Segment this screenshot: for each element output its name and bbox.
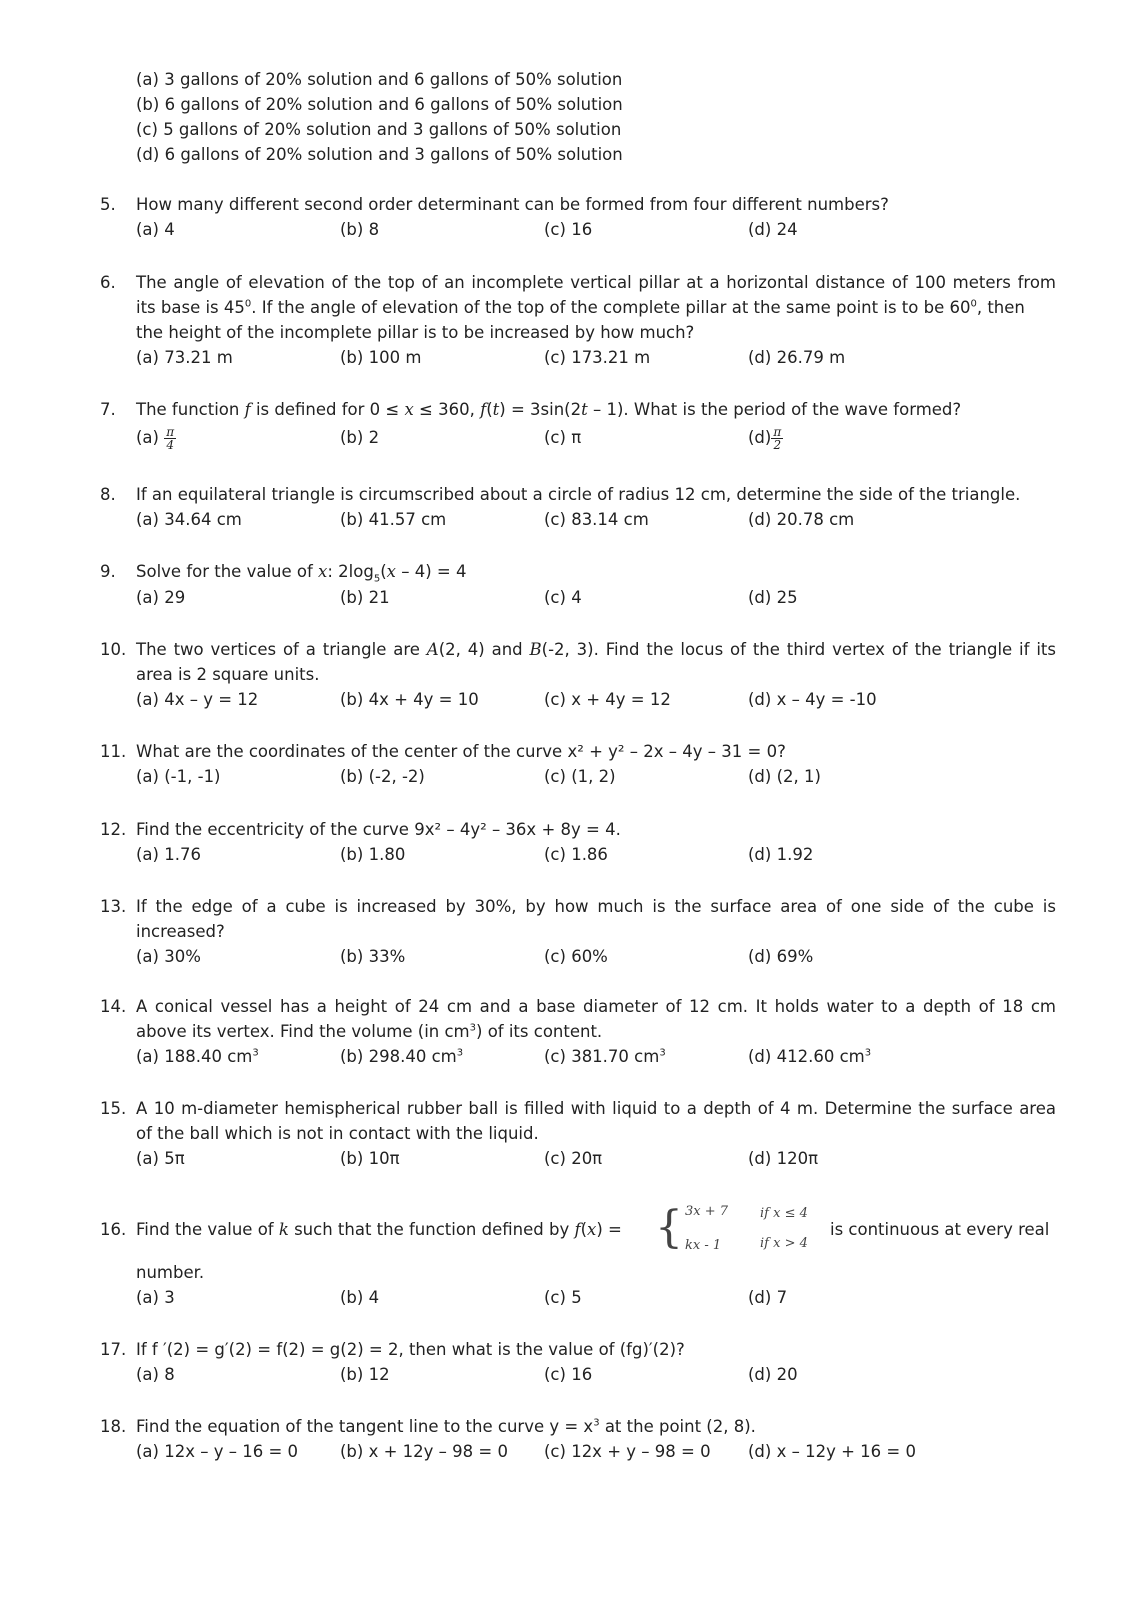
option-a: (a) 30% (136, 947, 201, 966)
q15-options (0, 1147, 1131, 1171)
q18-options (0, 1440, 1131, 1464)
q10-line-2: area is 2 square units. (136, 665, 320, 684)
option-c: (c) 60% (544, 947, 608, 966)
question-13 (0, 895, 1131, 919)
option-b: (b) x + 12y – 98 = 0 (340, 1442, 508, 1461)
option-d: (d) x – 12y + 16 = 0 (748, 1442, 916, 1461)
piece-2-expression: kx - 1 (685, 1238, 722, 1253)
option-c: (c) x + 4y = 12 (544, 690, 671, 709)
question-stem-line-1: A conical vessel has a height of 24 cm and a base diameter of 12 cm. It holds water to a depth of 18 cm (136, 997, 1056, 1016)
q11-options (0, 765, 1131, 789)
piece-1-condition: if x ≤ 4 (760, 1206, 808, 1221)
option-a: (a) 3 (136, 1288, 175, 1307)
option-c: (c) 173.21 m (544, 348, 651, 367)
option-d: (d) 24 (748, 220, 798, 239)
q6-line-2: its base is $45^0$. If the angle of elevation of the top of the complete pillar at the same point is to be $60^0$, then (136, 298, 1025, 317)
option-a: (a) (-1, -1) (136, 767, 221, 786)
q4-option-b: (b) 6 gallons of 20% solution and 6 gallons of 50% solution (136, 95, 623, 114)
option-b: (b) 1.80 (340, 845, 406, 864)
option-b: (b) 41.57 cm (340, 510, 447, 529)
q8-options (0, 508, 1131, 532)
question-stem: Find the eccentricity of the curve 9x² – 4y² – 36x + 8y = 4. (136, 820, 621, 839)
question-12 (0, 818, 1131, 842)
option-d: (d) (2, 1) (748, 767, 821, 786)
question-stem: What are the coordinates of the center of the curve x² + y² – 2x – 4y – 31 = 0? (136, 742, 786, 761)
question-15 (0, 1097, 1131, 1121)
option-d: (d) 120π (748, 1149, 819, 1168)
option-c: (c) 4 (544, 588, 582, 607)
option-a: (a) 1.76 (136, 845, 201, 864)
question-stem: How many different second order determinant can be formed from four different numbers? (136, 195, 889, 214)
question-number: 12. (100, 820, 127, 839)
question-stem: If f ′(2) = g′(2) = f(2) = g(2) = 2, then what is the value of (fg)′(2)? (136, 1340, 685, 1359)
option-b: (b) 21 (340, 588, 390, 607)
option-c: (c) 83.14 cm (544, 510, 649, 529)
q4-option-c: (c) 5 gallons of 20% solution and 3 gallons of 50% solution (136, 120, 622, 139)
option-d: (d) x – 4y = -10 (748, 690, 877, 709)
option-c: (c) 381.70 $cm^3$ (544, 1047, 666, 1066)
piece-1-expression: 3x + 7 (685, 1204, 729, 1219)
option-c: (c) 1.86 (544, 845, 608, 864)
option-a: (a) 5π (136, 1149, 185, 1168)
question-5 (0, 193, 1131, 217)
question-9 (0, 560, 1131, 584)
question-8 (0, 483, 1131, 507)
option-d: (d) 69% (748, 947, 814, 966)
question-6 (0, 271, 1131, 295)
q13-line-2: increased? (136, 922, 225, 941)
option-b: (b) 4x + 4y = 10 (340, 690, 479, 709)
option-c: (c) π (544, 428, 582, 447)
question-stem-line-1: A 10 m-diameter hemispherical rubber ball is filled with liquid to a depth of 4 m. Determine the surface area (136, 1099, 1056, 1118)
question-7 (0, 398, 1131, 422)
question-18 (0, 1415, 1131, 1439)
option-c: (c) 16 (544, 1365, 593, 1384)
question-number: 18. (100, 1417, 127, 1436)
piecewise-brace: { (655, 1202, 683, 1253)
q9-options (0, 586, 1131, 610)
question-number: 10. (100, 640, 127, 659)
question-number: 13. (100, 897, 127, 916)
q16-options (0, 1286, 1131, 1310)
q13-options (0, 945, 1131, 969)
option-d: (d) 412.60 $cm^3$ (748, 1047, 872, 1066)
question-17 (0, 1338, 1131, 1362)
q12-options (0, 843, 1131, 867)
option-d: (d) 7 (748, 1288, 788, 1307)
q14-options (0, 1045, 1131, 1069)
option-a: (a) 12x – y – 16 = 0 (136, 1442, 299, 1461)
question-number: 16. (100, 1220, 127, 1239)
option-b: (b) 4 (340, 1288, 380, 1307)
question-stem-line-1: The two vertices of a triangle are A(2, 4) and B(-2, 3). Find the locus of the third vertex of the triangle if its (136, 640, 1056, 659)
option-d: (d) 25 (748, 588, 798, 607)
option-a: (a) 188.40 $cm^3$ (136, 1047, 259, 1066)
question-10 (0, 638, 1131, 662)
option-a: (a) 4 (136, 220, 175, 239)
q6-line-3: the height of the incomplete pillar is to be increased by how much? (136, 323, 695, 342)
option-a: (a) 34.64 cm (136, 510, 242, 529)
question-number: 11. (100, 742, 127, 761)
q10-options (0, 688, 1131, 712)
q4-option-d: (d) 6 gallons of 20% solution and 3 gallons of 50% solution (136, 145, 623, 164)
option-c: (c) (1, 2) (544, 767, 616, 786)
q5-options (0, 218, 1131, 242)
question-number: 7. (100, 400, 116, 419)
question-number: 5. (100, 195, 116, 214)
question-number: 9. (100, 562, 116, 581)
option-c: (c) 20π (544, 1149, 603, 1168)
q6-options (0, 346, 1131, 370)
question-14 (0, 995, 1131, 1019)
option-d: (d) $\frac{\pi}{2}$ (748, 425, 782, 452)
question-stem-line-1: If the edge of a cube is increased by 30%, by how much is the surface area of one side of the cube is (136, 897, 1056, 916)
question-number: 14. (100, 997, 127, 1016)
question-stem: Find the value of k such that the function defined by f(x) = (136, 1220, 622, 1239)
question-16 (0, 1218, 1131, 1242)
option-a: (a) 4x – y = 12 (136, 690, 259, 709)
question-stem: Solve for the value of x: $2\log_5(x - 4) = 4$ (136, 562, 467, 585)
question-number: 6. (100, 273, 116, 292)
question-11 (0, 740, 1131, 764)
question-stem-tail: is continuous at every real (830, 1220, 1050, 1239)
option-d: (d) 20.78 cm (748, 510, 855, 529)
option-a: (a) 29 (136, 588, 186, 607)
option-b: (b) 100 m (340, 348, 422, 367)
option-a: (a) $\frac{\pi}{4}$ (136, 425, 175, 452)
option-b: (b) 10π (340, 1149, 400, 1168)
q17-options (0, 1363, 1131, 1387)
option-d: (d) 1.92 (748, 845, 814, 864)
option-d: (d) 20 (748, 1365, 798, 1384)
question-stem: Find the equation of the tangent line to the curve $y = x^3$ at the point (2, 8). (136, 1417, 756, 1436)
option-b: (b) (-2, -2) (340, 767, 425, 786)
q15-line-2: of the ball which is not in contact with the liquid. (136, 1124, 539, 1143)
q16-line-2: number. (136, 1263, 205, 1282)
option-c: (c) 16 (544, 220, 593, 239)
question-stem: The function f is defined for 0 ≤ x ≤ 360, f(t) = 3sin(2t – 1). What is the period of the wave formed? (136, 400, 962, 419)
question-stem-line-1: The angle of elevation of the top of an incomplete vertical pillar at a horizontal distance of 100 meters from (136, 273, 1056, 292)
question-number: 15. (100, 1099, 127, 1118)
q14-line-2: above its vertex. Find the volume (in $cm^3$) of its content. (136, 1022, 603, 1041)
piece-2-condition: if x > 4 (760, 1236, 808, 1251)
option-a: (a) 8 (136, 1365, 175, 1384)
question-number: 8. (100, 485, 116, 504)
option-c: (c) 12x + y – 98 = 0 (544, 1442, 711, 1461)
option-b: (b) 2 (340, 428, 380, 447)
option-b: (b) 33% (340, 947, 406, 966)
option-b: (b) 298.40 $cm^3$ (340, 1047, 464, 1066)
option-c: (c) 5 (544, 1288, 582, 1307)
q7-options (0, 426, 1131, 450)
question-stem: If an equilateral triangle is circumscribed about a circle of radius 12 cm, determine the side of the triangle. (136, 485, 1021, 504)
option-a: (a) 73.21 m (136, 348, 233, 367)
option-b: (b) 12 (340, 1365, 390, 1384)
q4-option-a: (a) 3 gallons of 20% solution and 6 gallons of 50% solution (136, 70, 623, 89)
question-number: 17. (100, 1340, 127, 1359)
option-b: (b) 8 (340, 220, 380, 239)
option-d: (d) 26.79 m (748, 348, 846, 367)
